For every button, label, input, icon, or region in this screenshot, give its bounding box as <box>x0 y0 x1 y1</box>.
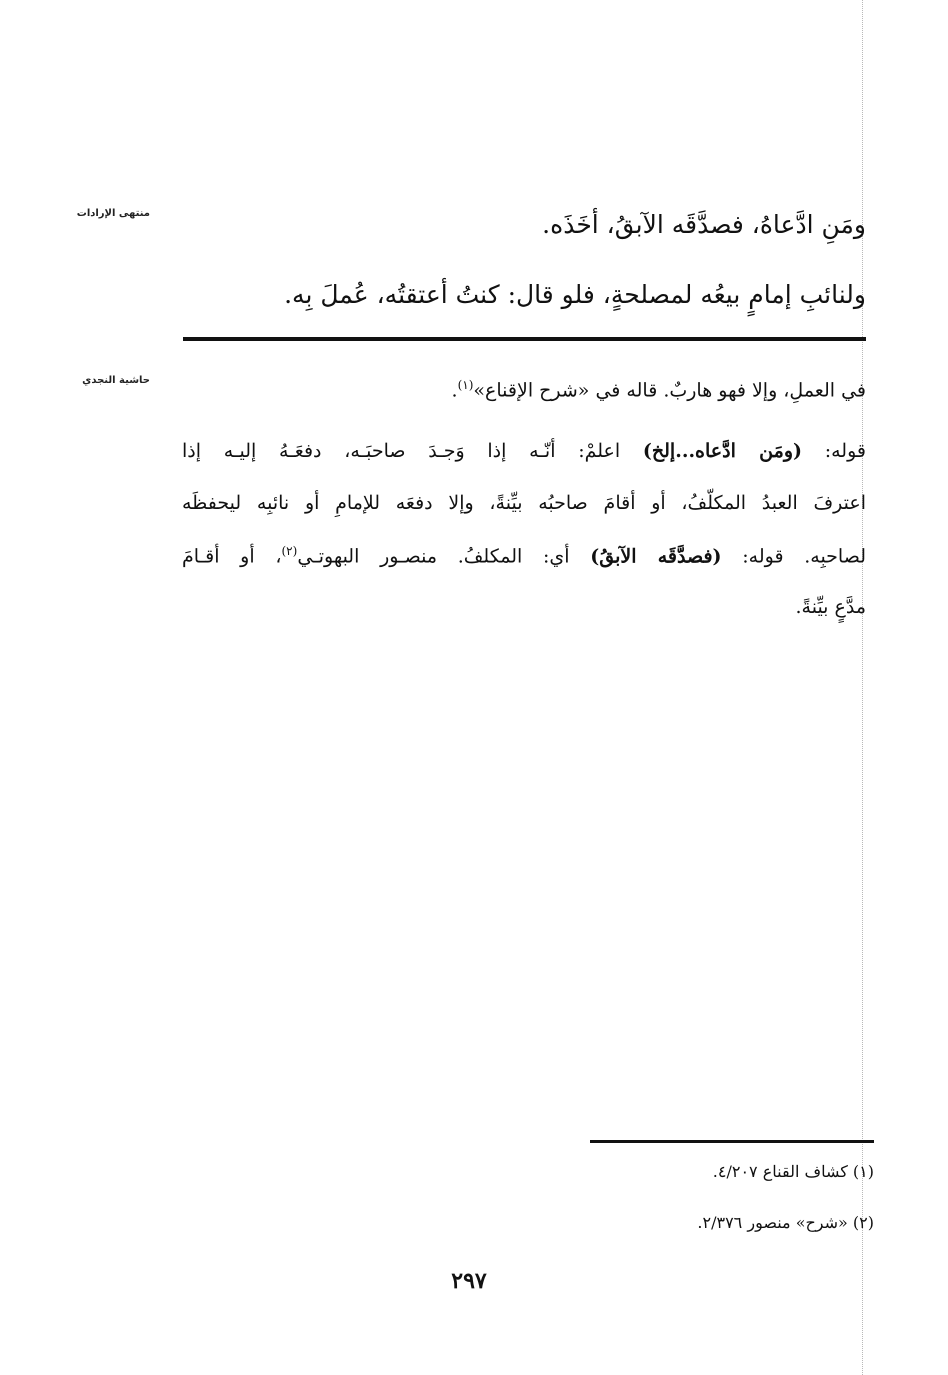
footnote-2: (٢) «شرح» منصور ٢/٣٧٦. <box>697 1213 874 1232</box>
commentary-line-4 <box>182 544 866 567</box>
commentary-line-1 <box>452 378 866 401</box>
commentary-line-4-pre: لصاحبِه. قوله: <box>721 545 866 568</box>
matn-line-2: ولنائبِ إمامٍ بيعُه لمصلحةٍ، فلو قال: كنتُ أعتقتُه، عُملَ بِه. <box>284 280 866 309</box>
commentary-line-3: اعترفَ العبدُ المكلّفُ، أو أقامَ صاحبُه بيِّنةً، وإلا دفعَه للإمامِ أو نائبِه ليحفظَه <box>182 492 866 514</box>
footnote-ref-2: (٢) <box>281 544 298 558</box>
quoted-phrase-1: (ومَن ادَّعاه...إلخ) <box>642 440 802 462</box>
footnote-1: (١) كشاف القناع ٤/٢٠٧. <box>712 1162 874 1181</box>
footnote-separator-rule <box>590 1140 874 1143</box>
commentary-line-1-end: . <box>451 379 458 402</box>
commentary-line-4-mid: أي: المكلفُ. منصـور البهوتـي <box>297 545 591 568</box>
quoted-phrase-2: (فصدَّقَه الآبقُ) <box>590 545 722 568</box>
matn-line-1: ومَنِ ادَّعاهُ، فصدَّقَه الآبقُ، أخَذَه. <box>542 210 866 239</box>
commentary-line-2-pre: قوله: <box>801 440 866 462</box>
commentary-line-2 <box>182 440 866 462</box>
commentary-source-label: حاشية النجدي <box>82 375 150 386</box>
commentary-line-5: مدَّعٍ بيِّنةً. <box>795 596 866 618</box>
commentary-line-4-post: ، أو أقـامَ <box>182 545 282 568</box>
section-separator-rule <box>183 337 866 341</box>
commentary-line-2-post: اعلمْ: أنّـه إذا وَجـدَ صاحبَـه، دفعَـهُ إليـه إذا <box>182 440 643 462</box>
footnote-ref-1: (١) <box>457 378 474 392</box>
page-number: ٢٩٧ <box>451 1268 487 1294</box>
matn-source-label: منتهى الإرادات <box>76 208 150 219</box>
commentary-line-1-text: في العملِ، وإلا فهو هاربٌ. قاله في «شرح الإقناع» <box>473 379 866 402</box>
